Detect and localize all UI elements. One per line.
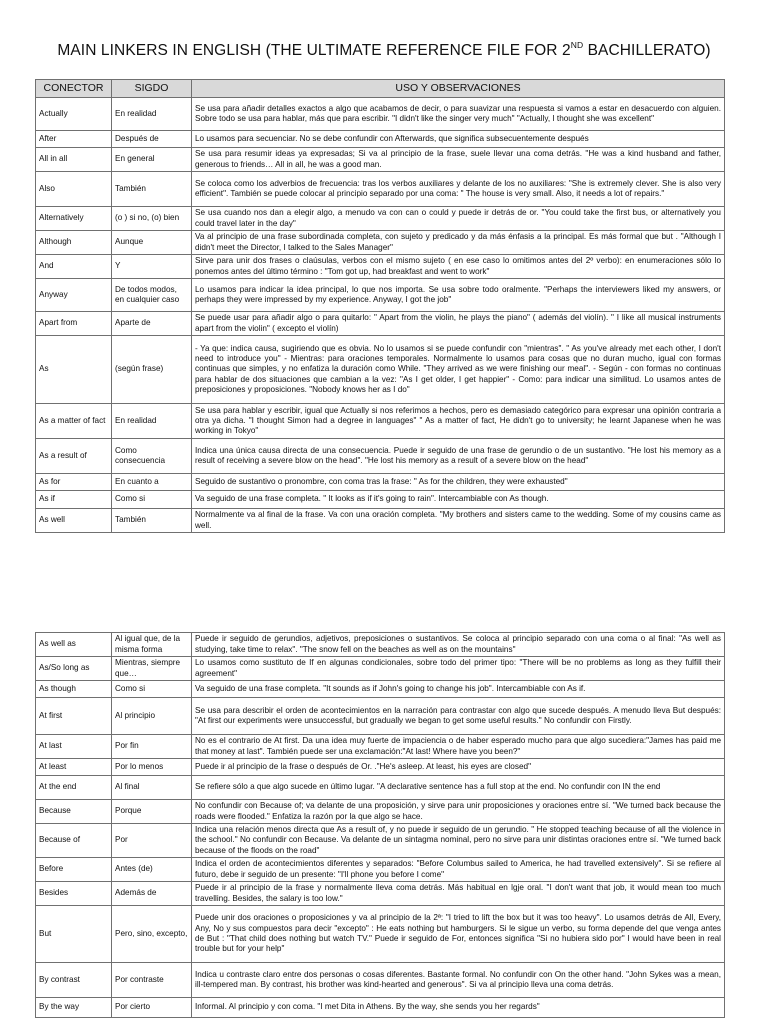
connector-cell: By the way [36, 998, 112, 1018]
table-header-row [36, 80, 725, 98]
meaning-cell: (o ) si no, (o) bien [112, 207, 192, 231]
usage-cell: Se usa para describir el orden de acontecimientos en la narración para contrastar con algo que sucede después. A menudo lleva But después: "At first our experiments were unsuccessful, but gradually we began to get some useful results." No confundir con Firstly. [192, 698, 725, 735]
usage-cell: Se coloca como los adverbios de frecuencia: tras los verbos auxiliares y delante de los no auxiliares: "She is extremely clever. She is also very efficient". También se puede colocar al principio separado por una coma: " The house is very small. Also, it needs a lot of repairs." [192, 172, 725, 207]
header-connector: CONECTOR [36, 80, 112, 98]
connector-cell: After [36, 131, 112, 148]
table-row [36, 759, 725, 776]
table-row [36, 681, 725, 698]
connector-cell: Actually [36, 98, 112, 131]
usage-cell: Se puede usar para añadir algo o para quitarlo: " Apart from the violin, he plays the piano" ( además del violín). " I like all musical instruments apart from the violin" ( excepto el violín) [192, 312, 725, 336]
meaning-cell: Al igual que, de la misma forma [112, 633, 192, 657]
table-row [36, 231, 725, 255]
connector-cell: Apart from [36, 312, 112, 336]
meaning-cell: Por fin [112, 735, 192, 759]
table-row [36, 439, 725, 474]
page-title-superscript: ND [570, 40, 584, 50]
connector-cell: As well as [36, 633, 112, 657]
table-row [36, 776, 725, 800]
table-row [36, 98, 725, 131]
meaning-cell: Al principio [112, 698, 192, 735]
connector-cell: At first [36, 698, 112, 735]
table-row [36, 633, 725, 657]
table-row [36, 858, 725, 882]
connector-cell: At last [36, 735, 112, 759]
meaning-cell: Además de [112, 882, 192, 906]
connector-cell: Besides [36, 882, 112, 906]
usage-cell: Sirve para unir dos frases o claúsulas, verbos con el mismo sujeto ( en ese caso lo omitimos antes del 2º verbo): en enumeraciones sólo lo ponemos antes del último término : "Tom got up, had breakfast and went to work" [192, 255, 725, 279]
meaning-cell: En realidad [112, 98, 192, 131]
connector-cell: As though [36, 681, 112, 698]
table-row [36, 509, 725, 533]
table-row [36, 882, 725, 906]
usage-cell: Puede ir al principio de la frase o después de Or. ."He's asleep. At least, his eyes are closed" [192, 759, 725, 776]
meaning-cell: Mientras, siempre que… [112, 657, 192, 681]
meaning-cell: En realidad [112, 404, 192, 439]
connector-cell: Before [36, 858, 112, 882]
usage-cell: Se usa para hablar y escribir, igual que Actually si nos referimos a hechos, pero es demasiado categórico para expresar una opinión contraria a otra ya dicha. "I thought Simon had a degree in languages" " As a matter of fact, He didn't go to university; he learnt Japanese when he was working in Tokyo" [192, 404, 725, 439]
connector-cell: Alternatively [36, 207, 112, 231]
meaning-cell: Por [112, 824, 192, 858]
meaning-cell: Porque [112, 800, 192, 824]
header-usage: USO Y OBSERVACIONES [192, 80, 725, 98]
usage-cell: Lo usamos para indicar la idea principal, lo que nos importa. Se usa sobre todo oralmente. "Perhaps the interviewers liked my answers, or perhaps they were impressed by my experience. Anyway, I got the job" [192, 279, 725, 312]
table-row [36, 312, 725, 336]
table-row [36, 657, 725, 681]
connector-cell: At least [36, 759, 112, 776]
meaning-cell: (según frase) [112, 336, 192, 404]
table-row [36, 998, 725, 1018]
table-row [36, 207, 725, 231]
meaning-cell: Por contraste [112, 963, 192, 998]
connector-cell: As a result of [36, 439, 112, 474]
usage-cell: Normalmente va al final de la frase. Va con una oración completa. "My brothers and sisters came to the wedding. Some of my cousins came as well. [192, 509, 725, 533]
meaning-cell: Como si [112, 681, 192, 698]
connector-cell: At the end [36, 776, 112, 800]
connector-cell: As [36, 336, 112, 404]
usage-cell: Va seguido de una frase completa. " It looks as if it's going to rain". Intercambiable con As though. [192, 491, 725, 509]
meaning-cell: También [112, 172, 192, 207]
connector-cell: As if [36, 491, 112, 509]
usage-cell: Indica el orden de acontecimientos diferentes y separados: "Before Columbus sailed to America, he had travelled extensively". Si se refiere al futuro, debe ir seguido de un presente: "I'll phone you before I come" [192, 858, 725, 882]
usage-cell: Puede ir seguido de gerundios, adjetivos, preposiciones o sustantivos. Se coloca al principio separado con una coma o al final: "As well as studying, take time to relax". "The snow fell on the beaches as well as on the mountains" [192, 633, 725, 657]
connector-cell: As/So long as [36, 657, 112, 681]
usage-cell: Puede ir al principio de la frase y normalmente lleva coma detrás. Más habitual en lgje oral. "I don't want that job, it would mean too much travelling. Besides, the salary is too low." [192, 882, 725, 906]
meaning-cell: En cuanto a [112, 474, 192, 491]
header-meaning: SIGDO [112, 80, 192, 98]
table-row [36, 800, 725, 824]
meaning-cell: Aunque [112, 231, 192, 255]
usage-cell: Seguido de sustantivo o pronombre, con coma tras la frase: " As for the children, they were exhausted" [192, 474, 725, 491]
meaning-cell: También [112, 509, 192, 533]
page-title-main: MAIN LINKERS IN ENGLISH (THE ULTIMATE REFERENCE FILE FOR 2 [57, 42, 571, 59]
table-row [36, 963, 725, 998]
connector-cell: By contrast [36, 963, 112, 998]
usage-cell: Indica u contraste claro entre dos personas o cosas diferentes. Bastante formal. No confundir con On the other hand. "John Sykes was a mean, ill-tempered man. By contrast, his brother was kind-hearted and generous". Si va al principio lleva una coma detrás. [192, 963, 725, 998]
usage-cell: - Ya que: indica causa, sugiriendo que es obvia. No lo usamos si se puede confundir con "mientras". " As you've already met each other, I don't need to introduce you" - Mientras: para oraciones temporales. Normalmente lo usamos para cosas que no duran mucho, igual con formas continuas que simples, y no enfatiza la duración como While. "They arrived as we were finishing our meal". - Según - con formas no continuas para hablar de dos situaciones que cambian a la vez: "As I get older, I get happier" - Como: para indicar una similitud. Lo usamos antes de preposiciones y proposiciones. "Nobody knows her as I do" [192, 336, 725, 404]
connector-cell: As for [36, 474, 112, 491]
usage-cell: Informal. Al principio y con coma. "I met Dita in Athens. By the way, she sends you her regards" [192, 998, 725, 1018]
table-row [36, 491, 725, 509]
usage-cell: Se refiere sólo a que algo sucede en último lugar. "A declarative sentence has a full stop at the end. No confundir con IN the end [192, 776, 725, 800]
meaning-cell: Por lo menos [112, 759, 192, 776]
connector-cell: Because [36, 800, 112, 824]
usage-cell: Lo usamos como sustituto de If en algunas condicionales, sobre todo del primer tipo: "There will be no problems as long as they fulfill their agreement" [192, 657, 725, 681]
table-row [36, 279, 725, 312]
meaning-cell: En general [112, 148, 192, 172]
table-row [36, 474, 725, 491]
usage-cell: Indica una única causa directa de una consecuencia. Puede ir seguido de una frase de gerundio o de un sustantivo. "He lost his memory as a result of receiving a severe blow on the head". "He lost his memory as a result of a severe blow on the head" [192, 439, 725, 474]
meaning-cell: Al final [112, 776, 192, 800]
meaning-cell: De todos modos, en cualquier caso [112, 279, 192, 312]
page-title [0, 40, 768, 60]
connector-cell: Also [36, 172, 112, 207]
connector-cell: And [36, 255, 112, 279]
usage-cell: Se usa cuando nos dan a elegir algo, a menudo va con can o could y puede ir detrás de or. "You could take the first bus, or alternatively you could travel later in the day" [192, 207, 725, 231]
table-row [36, 698, 725, 735]
meaning-cell: Por cierto [112, 998, 192, 1018]
table-row [36, 131, 725, 148]
linkers-table-part-2 [35, 632, 725, 1018]
page-title-tail: BACHILLERATO) [583, 42, 711, 59]
table-row [36, 824, 725, 858]
meaning-cell: Y [112, 255, 192, 279]
meaning-cell: Antes (de) [112, 858, 192, 882]
linkers-table-body-1 [36, 98, 725, 533]
meaning-cell: Como consecuencia [112, 439, 192, 474]
usage-cell: No es el contrario de At first. Da una idea muy fuerte de impaciencia o de haber esperado mucho para que algo sucediera:"James has paid me that money at last". También puede ser una exclamación:"At last! Where have you been?" [192, 735, 725, 759]
table-row [36, 172, 725, 207]
connector-cell: But [36, 906, 112, 963]
connector-cell: As a matter of fact [36, 404, 112, 439]
connector-cell: All in all [36, 148, 112, 172]
meaning-cell: Pero, sino, excepto, [112, 906, 192, 963]
usage-cell: Lo usamos para secuenciar. No se debe confundir con Afterwards, que significa subsecuentemente después [192, 131, 725, 148]
connector-cell: Anyway [36, 279, 112, 312]
table-row [36, 255, 725, 279]
usage-cell: Se usa para añadir detalles exactos a algo que acabamos de decir, o para suavizar una respuesta si vamos a estar en desacuerdo con alguien. Sobre todo se usa para hablar, más que para escribir. "I didn't like the singer very much" "Actually, I thought she was excellent" [192, 98, 725, 131]
table-row [36, 906, 725, 963]
connector-cell: As well [36, 509, 112, 533]
usage-cell: Puede unir dos oraciones o proposiciones y va al principio de la 2ª: "I tried to lift the box but it was too heavy". Lo usamos detrás de All, Every, Any, No y sus compuestos para decir "excepto" : He eats nothing but hamburgers. Si le sigue un verbo, su forma depende del que venga antes de But : "That child does nothing but watch TV." Puede ir seguido de For, entonces significa "Si no hubiera sido por" I would have been in real trouble but for your help" [192, 906, 725, 963]
usage-cell: Indica una relación menos directa que As a result of, y no puede ir seguido de un gerundio. " He stopped teaching because of all the violence in the school." No confundir con Because. Va delante de un sintagma nominal, pero no sirve para unir distintas oraciones entre sí. "We turned back because of the floods on the road" [192, 824, 725, 858]
linkers-table-part-1 [35, 79, 725, 533]
usage-cell: Va seguido de una frase completa. "It sounds as if John's going to change his job". Intercambiable con As if. [192, 681, 725, 698]
meaning-cell: Aparte de [112, 312, 192, 336]
table-row [36, 404, 725, 439]
connector-cell: Because of [36, 824, 112, 858]
usage-cell: Va al principio de una frase subordinada completa, con sujeto y predicado y da más énfasis a la principal. Es más formal que but . "Although I didn't meet the Director, I talked to the Sales Manager" [192, 231, 725, 255]
meaning-cell: Después de [112, 131, 192, 148]
connector-cell: Although [36, 231, 112, 255]
table-row [36, 148, 725, 172]
table-row [36, 735, 725, 759]
meaning-cell: Como si [112, 491, 192, 509]
usage-cell: No confundir con Because of; va delante de una proposición, y sirve para unir proposiciones y oraciones entre sí. "We turned back because the roads were flooded." Enfatiza la razón por la que algo se hace. [192, 800, 725, 824]
table-row [36, 336, 725, 404]
usage-cell: Se usa para resumir ideas ya expresadas; Si va al principio de la frase, suele llevar una coma detrás. "He was a kind husband and father, generous to friends… All in all, he was a good man. [192, 148, 725, 172]
linkers-table-body-2 [36, 633, 725, 1018]
